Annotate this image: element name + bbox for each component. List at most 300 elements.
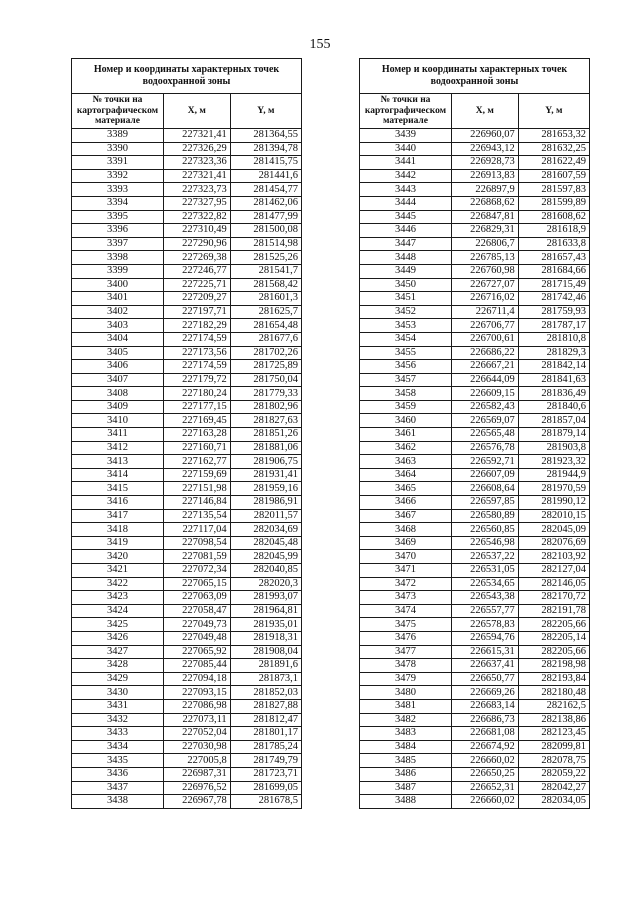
y-coordinate-cell: 282040,85 (230, 564, 301, 578)
table-row (360, 428, 590, 442)
point-number-cell: 3441 (360, 156, 452, 170)
point-number-cell: 3461 (360, 428, 452, 442)
point-number-cell: 3406 (72, 360, 164, 374)
y-coordinate-cell: 281931,41 (230, 468, 301, 482)
point-number-cell: 3420 (72, 550, 164, 564)
y-coordinate-cell: 281990,12 (518, 496, 589, 510)
point-number-cell: 3400 (72, 278, 164, 292)
x-coordinate-cell: 226976,52 (164, 781, 231, 795)
x-coordinate-cell: 226650,25 (452, 767, 519, 781)
point-number-cell: 3416 (72, 496, 164, 510)
x-coordinate-cell: 226806,7 (452, 237, 519, 251)
point-number-cell: 3402 (72, 305, 164, 319)
table-row (360, 400, 590, 414)
x-coordinate-cell: 227049,73 (164, 618, 231, 632)
x-coordinate-cell: 227081,59 (164, 550, 231, 564)
table-row (72, 156, 302, 170)
y-coordinate-cell: 282010,15 (518, 509, 589, 523)
x-coordinate-cell: 227269,38 (164, 251, 231, 265)
point-number-cell: 3408 (72, 387, 164, 401)
table-row (72, 224, 302, 238)
point-number-cell: 3474 (360, 604, 452, 618)
point-number-cell: 3480 (360, 686, 452, 700)
y-coordinate-cell: 281514,98 (230, 237, 301, 251)
point-number-cell: 3478 (360, 659, 452, 673)
x-coordinate-cell: 226580,89 (452, 509, 519, 523)
table-row (360, 468, 590, 482)
y-coordinate-cell: 281657,43 (518, 251, 589, 265)
table-row (360, 183, 590, 197)
table-row (360, 496, 590, 510)
y-coordinate-cell: 281750,04 (230, 373, 301, 387)
y-coordinate-cell: 282205,14 (518, 631, 589, 645)
x-coordinate-cell: 227065,92 (164, 645, 231, 659)
table-row (72, 278, 302, 292)
y-coordinate-cell: 281441,6 (230, 169, 301, 183)
y-coordinate-cell: 281364,55 (230, 129, 301, 143)
x-coordinate-cell: 227085,44 (164, 659, 231, 673)
y-coordinate-cell: 282034,69 (230, 523, 301, 537)
x-coordinate-cell: 226597,85 (452, 496, 519, 510)
x-coordinate-cell: 226829,31 (452, 224, 519, 238)
y-coordinate-cell: 281827,63 (230, 414, 301, 428)
y-coordinate-cell: 281923,32 (518, 455, 589, 469)
point-number-cell: 3471 (360, 564, 452, 578)
table-row (360, 795, 590, 809)
table-row (360, 618, 590, 632)
table-row (360, 142, 590, 156)
y-coordinate-cell: 281597,83 (518, 183, 589, 197)
table-row (360, 740, 590, 754)
table-row (72, 781, 302, 795)
point-number-cell: 3436 (72, 767, 164, 781)
x-coordinate-cell: 226582,43 (452, 400, 519, 414)
point-number-cell: 3470 (360, 550, 452, 564)
y-coordinate-cell: 282193,84 (518, 672, 589, 686)
table-body-right (360, 129, 590, 809)
table-caption: Номер и координаты характерных точек водоохранной зоны (72, 59, 302, 94)
x-coordinate-cell: 227135,54 (164, 509, 231, 523)
x-coordinate-cell: 226868,62 (452, 196, 519, 210)
x-coordinate-cell: 226560,85 (452, 523, 519, 537)
x-coordinate-cell: 226546,98 (452, 536, 519, 550)
x-coordinate-cell: 226967,78 (164, 795, 231, 809)
x-coordinate-cell: 226683,14 (452, 699, 519, 713)
x-coordinate-cell: 227146,84 (164, 496, 231, 510)
point-number-cell: 3391 (72, 156, 164, 170)
point-number-cell: 3414 (72, 468, 164, 482)
y-coordinate-cell: 281632,25 (518, 142, 589, 156)
x-coordinate-cell: 227065,15 (164, 577, 231, 591)
x-coordinate-cell: 227180,24 (164, 387, 231, 401)
y-coordinate-cell: 282146,05 (518, 577, 589, 591)
y-coordinate-cell: 281462,06 (230, 196, 301, 210)
y-coordinate-cell: 282170,72 (518, 591, 589, 605)
table-row (360, 210, 590, 224)
y-coordinate-cell: 282045,99 (230, 550, 301, 564)
table-row (360, 319, 590, 333)
y-coordinate-cell: 282034,05 (518, 795, 589, 809)
y-coordinate-cell: 282180,48 (518, 686, 589, 700)
y-coordinate-cell: 281857,04 (518, 414, 589, 428)
table-row (360, 292, 590, 306)
x-coordinate-cell: 226534,65 (452, 577, 519, 591)
table-row (360, 156, 590, 170)
x-coordinate-cell: 227093,15 (164, 686, 231, 700)
x-coordinate-cell: 227321,41 (164, 129, 231, 143)
y-coordinate-cell: 281879,14 (518, 428, 589, 442)
point-number-cell: 3458 (360, 387, 452, 401)
x-coordinate-cell: 227225,71 (164, 278, 231, 292)
table-row (72, 536, 302, 550)
y-coordinate-cell: 281394,78 (230, 142, 301, 156)
point-number-cell: 3390 (72, 142, 164, 156)
point-number-cell: 3476 (360, 631, 452, 645)
table-row (72, 713, 302, 727)
point-number-cell: 3410 (72, 414, 164, 428)
y-coordinate-cell: 281842,14 (518, 360, 589, 374)
point-number-cell: 3428 (72, 659, 164, 673)
y-coordinate-cell: 281608,62 (518, 210, 589, 224)
x-coordinate-cell: 227086,98 (164, 699, 231, 713)
table-row (72, 482, 302, 496)
x-coordinate-cell: 227310,49 (164, 224, 231, 238)
point-number-cell: 3395 (72, 210, 164, 224)
point-number-cell: 3432 (72, 713, 164, 727)
column-header-point: № точки на картографическом материале (360, 94, 452, 129)
point-number-cell: 3448 (360, 251, 452, 265)
table-row (360, 482, 590, 496)
table-row (72, 210, 302, 224)
point-number-cell: 3397 (72, 237, 164, 251)
point-number-cell: 3468 (360, 523, 452, 537)
x-coordinate-cell: 226716,02 (452, 292, 519, 306)
y-coordinate-cell: 281607,59 (518, 169, 589, 183)
table-row (72, 618, 302, 632)
x-coordinate-cell: 227173,56 (164, 346, 231, 360)
y-coordinate-cell: 282099,81 (518, 740, 589, 754)
point-number-cell: 3487 (360, 781, 452, 795)
column-header-x: X, м (164, 94, 231, 129)
y-coordinate-cell: 281829,3 (518, 346, 589, 360)
table-row (72, 564, 302, 578)
y-coordinate-cell: 281599,89 (518, 196, 589, 210)
point-number-cell: 3459 (360, 400, 452, 414)
point-number-cell: 3456 (360, 360, 452, 374)
x-coordinate-cell: 226652,31 (452, 781, 519, 795)
point-number-cell: 3423 (72, 591, 164, 605)
table-row (360, 767, 590, 781)
x-coordinate-cell: 227246,77 (164, 264, 231, 278)
table-row (72, 740, 302, 754)
y-coordinate-cell: 281836,49 (518, 387, 589, 401)
table-row (72, 264, 302, 278)
x-coordinate-cell: 226537,22 (452, 550, 519, 564)
point-number-cell: 3451 (360, 292, 452, 306)
y-coordinate-cell: 281622,49 (518, 156, 589, 170)
point-number-cell: 3455 (360, 346, 452, 360)
y-coordinate-cell: 281908,04 (230, 645, 301, 659)
x-coordinate-cell: 226531,05 (452, 564, 519, 578)
table-row (72, 237, 302, 251)
x-coordinate-cell: 227098,54 (164, 536, 231, 550)
y-coordinate-cell: 281944,9 (518, 468, 589, 482)
point-number-cell: 3452 (360, 305, 452, 319)
table-row (360, 224, 590, 238)
y-coordinate-cell: 281852,03 (230, 686, 301, 700)
y-coordinate-cell: 281873,1 (230, 672, 301, 686)
point-number-cell: 3405 (72, 346, 164, 360)
y-coordinate-cell: 281840,6 (518, 400, 589, 414)
table-caption: Номер и координаты характерных точек водоохранной зоны (360, 59, 590, 94)
y-coordinate-cell: 281810,8 (518, 332, 589, 346)
x-coordinate-cell: 226615,31 (452, 645, 519, 659)
x-coordinate-cell: 226660,02 (452, 795, 519, 809)
table-row (72, 509, 302, 523)
point-number-cell: 3421 (72, 564, 164, 578)
point-number-cell: 3463 (360, 455, 452, 469)
x-coordinate-cell: 226674,92 (452, 740, 519, 754)
x-coordinate-cell: 227072,34 (164, 564, 231, 578)
x-coordinate-cell: 226785,13 (452, 251, 519, 265)
table-row (72, 183, 302, 197)
point-number-cell: 3403 (72, 319, 164, 333)
point-number-cell: 3488 (360, 795, 452, 809)
y-coordinate-cell: 281715,49 (518, 278, 589, 292)
x-coordinate-cell: 226686,73 (452, 713, 519, 727)
table-row (72, 428, 302, 442)
table-row (360, 509, 590, 523)
table-row (72, 305, 302, 319)
x-coordinate-cell: 227063,09 (164, 591, 231, 605)
point-number-cell: 3424 (72, 604, 164, 618)
y-coordinate-cell: 281654,48 (230, 319, 301, 333)
point-number-cell: 3460 (360, 414, 452, 428)
point-number-cell: 3453 (360, 319, 452, 333)
table-row (72, 142, 302, 156)
point-number-cell: 3409 (72, 400, 164, 414)
point-number-cell: 3450 (360, 278, 452, 292)
point-number-cell: 3393 (72, 183, 164, 197)
y-coordinate-cell: 281684,66 (518, 264, 589, 278)
point-number-cell: 3433 (72, 727, 164, 741)
x-coordinate-cell: 226686,22 (452, 346, 519, 360)
y-coordinate-cell: 282020,3 (230, 577, 301, 591)
table-row (72, 767, 302, 781)
x-coordinate-cell: 227177,15 (164, 400, 231, 414)
point-number-cell: 3440 (360, 142, 452, 156)
table-row (72, 645, 302, 659)
y-coordinate-cell: 281525,26 (230, 251, 301, 265)
table-row (360, 604, 590, 618)
x-coordinate-cell: 227179,72 (164, 373, 231, 387)
table-row (72, 550, 302, 564)
table-row (72, 686, 302, 700)
table-row (72, 169, 302, 183)
y-coordinate-cell: 281725,89 (230, 360, 301, 374)
x-coordinate-cell: 227163,28 (164, 428, 231, 442)
point-number-cell: 3479 (360, 672, 452, 686)
point-number-cell: 3426 (72, 631, 164, 645)
table-row (360, 169, 590, 183)
x-coordinate-cell: 227159,69 (164, 468, 231, 482)
x-coordinate-cell: 226644,09 (452, 373, 519, 387)
point-number-cell: 3445 (360, 210, 452, 224)
x-coordinate-cell: 227326,29 (164, 142, 231, 156)
table-row (360, 536, 590, 550)
point-number-cell: 3422 (72, 577, 164, 591)
point-number-cell: 3389 (72, 129, 164, 143)
y-coordinate-cell: 281601,3 (230, 292, 301, 306)
y-coordinate-cell: 281906,75 (230, 455, 301, 469)
x-coordinate-cell: 226565,48 (452, 428, 519, 442)
y-coordinate-cell: 281918,31 (230, 631, 301, 645)
table-row (72, 360, 302, 374)
table-row (360, 564, 590, 578)
x-coordinate-cell: 227117,04 (164, 523, 231, 537)
y-coordinate-cell: 281993,07 (230, 591, 301, 605)
point-number-cell: 3464 (360, 468, 452, 482)
table-row (72, 332, 302, 346)
x-coordinate-cell: 227174,59 (164, 360, 231, 374)
y-coordinate-cell: 281742,46 (518, 292, 589, 306)
y-coordinate-cell: 281935,01 (230, 618, 301, 632)
x-coordinate-cell: 227323,36 (164, 156, 231, 170)
table-row (72, 251, 302, 265)
table-row (72, 373, 302, 387)
point-number-cell: 3401 (72, 292, 164, 306)
y-coordinate-cell: 281801,17 (230, 727, 301, 741)
y-coordinate-cell: 281787,17 (518, 319, 589, 333)
table-row (72, 196, 302, 210)
y-coordinate-cell: 282162,5 (518, 699, 589, 713)
point-number-cell: 3394 (72, 196, 164, 210)
point-number-cell: 3475 (360, 618, 452, 632)
x-coordinate-cell: 227197,71 (164, 305, 231, 319)
x-coordinate-cell: 226637,41 (452, 659, 519, 673)
table-row (72, 346, 302, 360)
x-coordinate-cell: 226576,78 (452, 441, 519, 455)
y-coordinate-cell: 281723,71 (230, 767, 301, 781)
y-coordinate-cell: 282205,66 (518, 645, 589, 659)
x-coordinate-cell: 227073,11 (164, 713, 231, 727)
table-row (72, 672, 302, 686)
x-coordinate-cell: 227052,04 (164, 727, 231, 741)
coordinates-table-left (71, 58, 302, 809)
x-coordinate-cell: 227323,73 (164, 183, 231, 197)
x-coordinate-cell: 226960,07 (452, 129, 519, 143)
x-coordinate-cell: 226700,61 (452, 332, 519, 346)
point-number-cell: 3418 (72, 523, 164, 537)
y-coordinate-cell: 281454,77 (230, 183, 301, 197)
point-number-cell: 3407 (72, 373, 164, 387)
table-row (360, 577, 590, 591)
x-coordinate-cell: 226706,77 (452, 319, 519, 333)
table-row (360, 550, 590, 564)
x-coordinate-cell: 226669,26 (452, 686, 519, 700)
y-coordinate-cell: 281802,96 (230, 400, 301, 414)
point-number-cell: 3481 (360, 699, 452, 713)
table-row (360, 631, 590, 645)
x-coordinate-cell: 227049,48 (164, 631, 231, 645)
x-coordinate-cell: 226578,83 (452, 618, 519, 632)
y-coordinate-cell: 282123,45 (518, 727, 589, 741)
table-row (72, 441, 302, 455)
table-row (360, 360, 590, 374)
y-coordinate-cell: 281812,47 (230, 713, 301, 727)
point-number-cell: 3417 (72, 509, 164, 523)
x-coordinate-cell: 227005,8 (164, 754, 231, 768)
y-coordinate-cell: 281568,42 (230, 278, 301, 292)
table-row (72, 414, 302, 428)
coordinates-table-right (359, 58, 590, 809)
point-number-cell: 3444 (360, 196, 452, 210)
point-number-cell: 3425 (72, 618, 164, 632)
y-coordinate-cell: 282205,66 (518, 618, 589, 632)
y-coordinate-cell: 282076,69 (518, 536, 589, 550)
point-number-cell: 3473 (360, 591, 452, 605)
y-coordinate-cell: 281500,08 (230, 224, 301, 238)
y-coordinate-cell: 281959,16 (230, 482, 301, 496)
y-coordinate-cell: 281415,75 (230, 156, 301, 170)
table-row (72, 523, 302, 537)
x-coordinate-cell: 227174,59 (164, 332, 231, 346)
table-row (360, 672, 590, 686)
y-coordinate-cell: 281827,88 (230, 699, 301, 713)
y-coordinate-cell: 281541,7 (230, 264, 301, 278)
table-row (72, 292, 302, 306)
table-row (72, 591, 302, 605)
x-coordinate-cell: 227160,71 (164, 441, 231, 455)
x-coordinate-cell: 227290,96 (164, 237, 231, 251)
table-row (360, 645, 590, 659)
point-number-cell: 3454 (360, 332, 452, 346)
table-row (72, 631, 302, 645)
y-coordinate-cell: 281759,93 (518, 305, 589, 319)
y-coordinate-cell: 282138,86 (518, 713, 589, 727)
page-number: 155 (309, 37, 331, 52)
table-row (360, 196, 590, 210)
y-coordinate-cell: 282045,09 (518, 523, 589, 537)
point-number-cell: 3431 (72, 699, 164, 713)
y-coordinate-cell: 281970,59 (518, 482, 589, 496)
table-body-left (72, 129, 302, 809)
point-number-cell: 3486 (360, 767, 452, 781)
y-coordinate-cell: 281881,06 (230, 441, 301, 455)
x-coordinate-cell: 226928,73 (452, 156, 519, 170)
table-row (360, 455, 590, 469)
table-row (72, 496, 302, 510)
y-coordinate-cell: 281986,91 (230, 496, 301, 510)
y-coordinate-cell: 281633,8 (518, 237, 589, 251)
table-row (72, 319, 302, 333)
x-coordinate-cell: 226557,77 (452, 604, 519, 618)
y-coordinate-cell: 281702,26 (230, 346, 301, 360)
x-coordinate-cell: 226913,83 (452, 169, 519, 183)
table-row (72, 387, 302, 401)
y-coordinate-cell: 282011,57 (230, 509, 301, 523)
point-number-cell: 3412 (72, 441, 164, 455)
x-coordinate-cell: 226987,31 (164, 767, 231, 781)
point-number-cell: 3415 (72, 482, 164, 496)
point-number-cell: 3466 (360, 496, 452, 510)
table-row (360, 251, 590, 265)
point-number-cell: 3411 (72, 428, 164, 442)
x-coordinate-cell: 226681,08 (452, 727, 519, 741)
table-row (360, 237, 590, 251)
x-coordinate-cell: 226711,4 (452, 305, 519, 319)
table-row (360, 129, 590, 143)
